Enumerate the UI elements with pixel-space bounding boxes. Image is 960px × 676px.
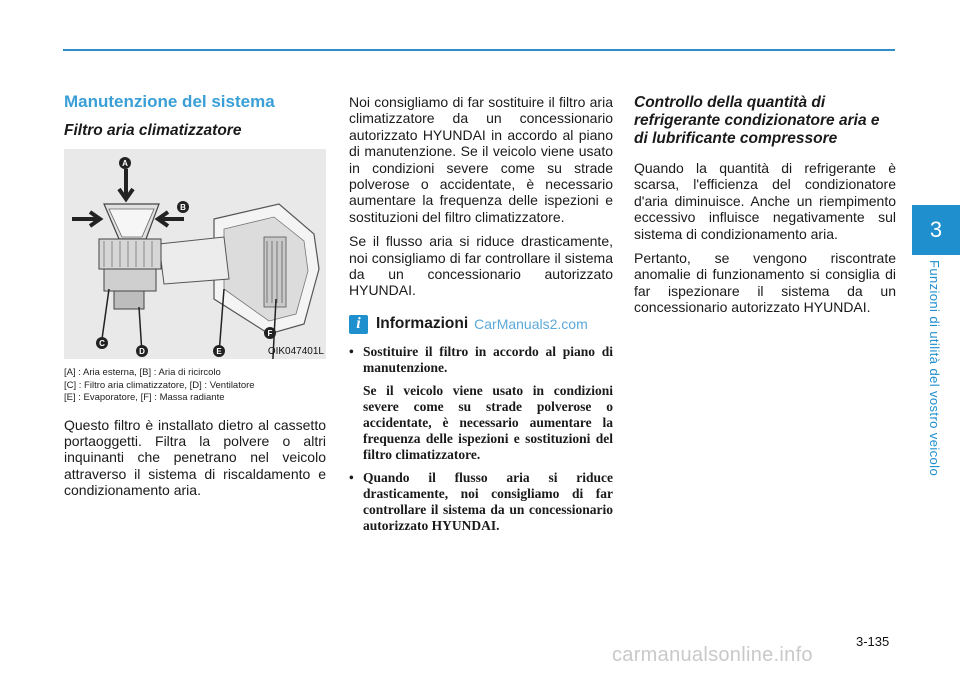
inspection-paragraph: Pertanto, se vengono riscontrate anomalie di funzionamento si consiglia di far ispezionare il sistema da un concessionario autorizzato HYUNDAI. — [634, 250, 896, 316]
figure-legend — [64, 367, 326, 405]
chapter-side-label: Funzioni di utilità del vostro veicolo — [927, 260, 942, 477]
chapter-tab — [912, 205, 960, 255]
info-bullet-list — [349, 344, 613, 534]
chapter-number: 3 — [929, 217, 943, 242]
figure-label-e: E — [213, 345, 225, 357]
figure-label-c: C — [96, 337, 108, 349]
footer-watermark: carmanualsonline.info — [612, 644, 813, 666]
inline-watermark: CarManuals2.com — [474, 316, 588, 333]
bullet-continuation: Se il veicolo viene usato in condizioni severe come su strade polverose o accidentate, è necessario aumentare la frequenza delle ispezioni e sostituzioni del filtro climatizzatore. — [363, 382, 613, 462]
figure-label-a: A — [119, 157, 131, 169]
airflow-paragraph: Se il flusso aria si riduce drasticamente, noi consigliamo di far controllare il sistema da un concessionario autorizzato HYUNDAI. — [349, 233, 613, 299]
figure-label-f: F — [264, 327, 276, 339]
column-left — [64, 92, 326, 507]
sub-title-refrigerant: Controllo della quantità di refrigerante condizionatore aria e di lubrificante compressore — [634, 94, 880, 147]
section-title: Manutenzione del sistema — [64, 92, 275, 111]
column-right — [634, 94, 896, 324]
legend-line: [E] : Evaporatore, [F] : Massa radiante — [64, 392, 225, 403]
list-item — [349, 344, 613, 463]
figure-label-d: D — [136, 345, 148, 357]
refrigerant-paragraph: Quando la quantità di refrigerante è scarsa, l'efficienza del condizionatore d'aria diminuisce. Anche un riempimento eccessivo influisce negativamente sul sistema di condizionamento aria. — [634, 160, 896, 242]
page-number: 3-135 — [856, 634, 890, 649]
top-rule — [63, 49, 895, 51]
figure-label-b: B — [177, 201, 189, 213]
legend-line: [C] : Filtro aria climatizzatore, [D] : Ventilatore — [64, 379, 255, 391]
replacement-paragraph: Noi consigliamo di far sostituire il filtro aria climatizzatore da un concessionario autorizzato HYUNDAI in accordo al piano di manutenzione. Se il veicolo viene usato in condizioni severe come su strade polverose o accidentate, è necessario aumentare la frequenza delle ispezioni e sostituzioni del filtro climatizzatore. — [349, 94, 613, 225]
hvac-unit-illustration — [64, 149, 326, 359]
info-title: Informazioni — [376, 315, 469, 333]
bullet-text: Quando il flusso aria si riduce drasticamente, noi consigliamo di far controllare il sistema da un concessionario autorizzato HYUNDAI. — [363, 469, 613, 533]
info-icon: i — [349, 315, 368, 334]
sub-title-filter: Filtro aria climatizzatore — [64, 122, 242, 139]
bullet-text: Sostituire il filtro in accordo al piano di manutenzione. — [363, 343, 613, 375]
filter-diagram-figure — [64, 149, 326, 359]
info-header — [349, 315, 613, 334]
figure-code: OIK047401L — [267, 346, 324, 357]
column-middle — [349, 94, 613, 541]
filter-location-paragraph: Questo filtro è installato dietro al cassetto portaoggetti. Filtra la polvere o altri inquinanti che penetrano nel veicolo attraverso il sistema di riscaldamento e condizionamento aria. — [64, 416, 326, 499]
list-item — [349, 470, 613, 534]
legend-line: [A] : Aria esterna, [B] : Aria di ricircolo — [64, 367, 221, 378]
